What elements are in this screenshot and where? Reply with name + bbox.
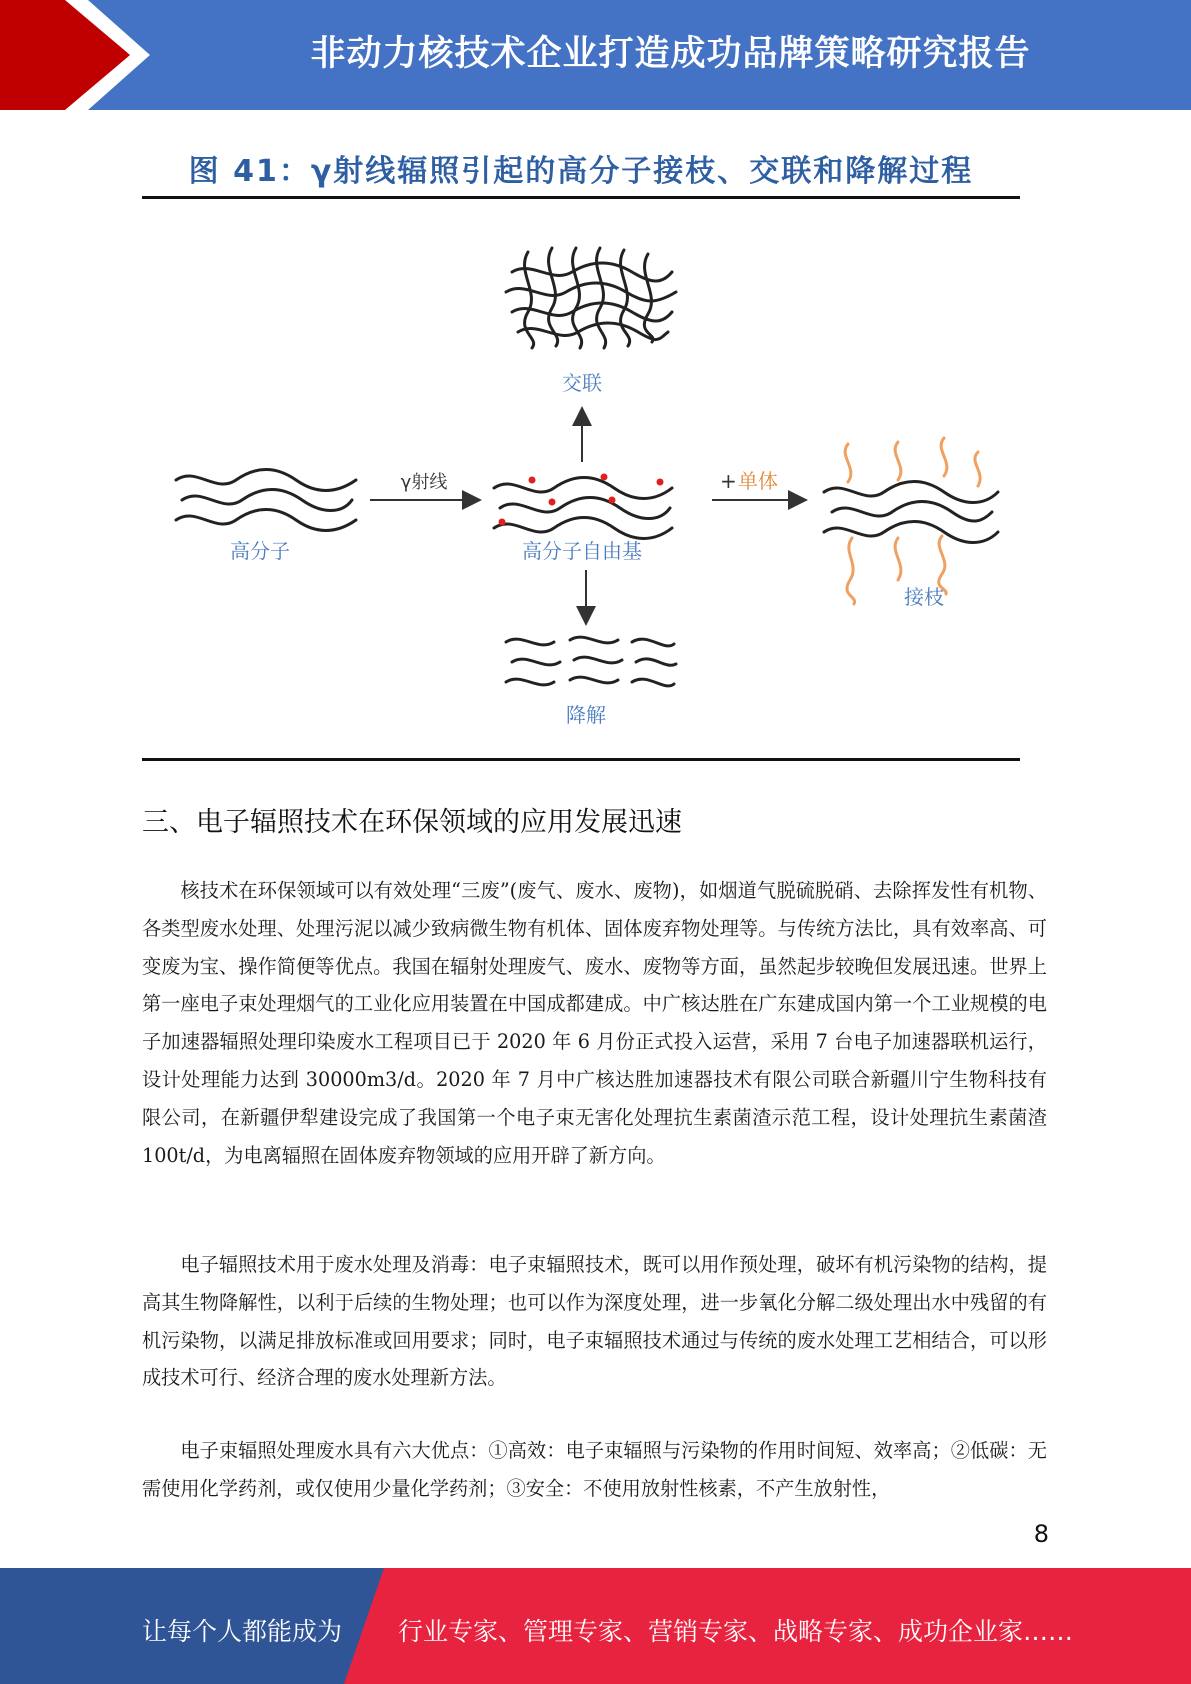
figure-title: 图 41：γ射线辐照引起的高分子接枝、交联和降解过程 <box>188 154 974 189</box>
label-polymer: 高分子 <box>230 539 290 563</box>
radical-chains <box>494 478 672 539</box>
header-arrow-decoration <box>0 0 150 110</box>
figure-top-rule <box>142 196 1020 199</box>
paragraph-3: 电子束辐照处理废水具有六大优点：①高效：电子束辐照与污染物的作用时间短、效率高；②低碳：无需使用化学药剂，或仅使用少量化学药剂；③安全：不使用放射性核素，不产生放射性， <box>142 1439 1047 1500</box>
footer-slogan-right: 行业专家、管理专家、营销专家、战略专家、成功企业家…… <box>398 1617 1074 1646</box>
page-number: 8 <box>1033 1520 1049 1548</box>
header-bar <box>0 0 1191 110</box>
section-heading: 三、电子辐照技术在环保领域的应用发展迅速 <box>142 807 682 838</box>
label-graft: 接枝 <box>904 585 944 609</box>
crosslinked-network <box>506 248 676 348</box>
footer-slogan-left: 让每个人都能成为 <box>142 1617 343 1646</box>
label-gamma: γ射线 <box>400 472 448 493</box>
header-title: 非动力核技术企业打造成功品牌策略研究报告 <box>310 34 1031 74</box>
label-radical: 高分子自由基 <box>522 539 642 563</box>
label-plus: + <box>720 469 737 493</box>
label-crosslink: 交联 <box>562 371 602 395</box>
grafted-chains <box>824 482 998 543</box>
paragraph-1: 核技术在环保领域可以有效处理“三废”(废气、废水、废物)，如烟道气脱硫脱硝、去除挥发性有机物、各类型废水处理、处理污泥以减少致病微生物有机体、固体废弃物处理等。与传统方法比，具有效率高、可变废为宝、操作简便等优点。我国在辐射处理废气、废水、废物等方面，虽然起步较晚但发展迅速。世界上第一座电子束处理烟气的工业化应用装置在中国成都建成。中广核达胜在广东建成国内第一个工业规模的电子加速器辐照处理印染废水工程项目已于 2020 年 6 月份正式投入运营，采用 7 台电子加速器联机运行，设计处理能力达到 30000m3/d。2020 年 7 月中广核达胜加速器技术有限公司联合新疆川宁生物科技有限公司，在新疆伊犁建设完成了我国第一个电子束无害化处理抗生素菌渣示范工程，设计处理抗生素菌渣 100t/d，为电离辐照在固体废弃物领域的应用开辟了新方向。 <box>142 879 1047 1167</box>
polymer-chains <box>176 470 356 531</box>
radiation-process-diagram <box>142 230 1020 750</box>
label-monomer: 单体 <box>738 469 778 493</box>
label-degrade: 降解 <box>566 703 606 727</box>
degraded-fragments <box>506 637 676 686</box>
paragraph-2: 电子辐照技术用于废水处理及消毒：电子束辐照技术，既可以用作预处理，破坏有机污染物的结构，提高其生物降解性，以利于后续的生物处理；也可以作为深度处理，进一步氧化分解二级处理出水中残留的有机污染物，以满足排放标准或回用要求；同时，电子束辐照技术通过与传统的废水处理工艺相结合，可以形成技术可行、经济合理的废水处理新方法。 <box>142 1253 1047 1390</box>
figure-bottom-rule <box>142 758 1020 761</box>
